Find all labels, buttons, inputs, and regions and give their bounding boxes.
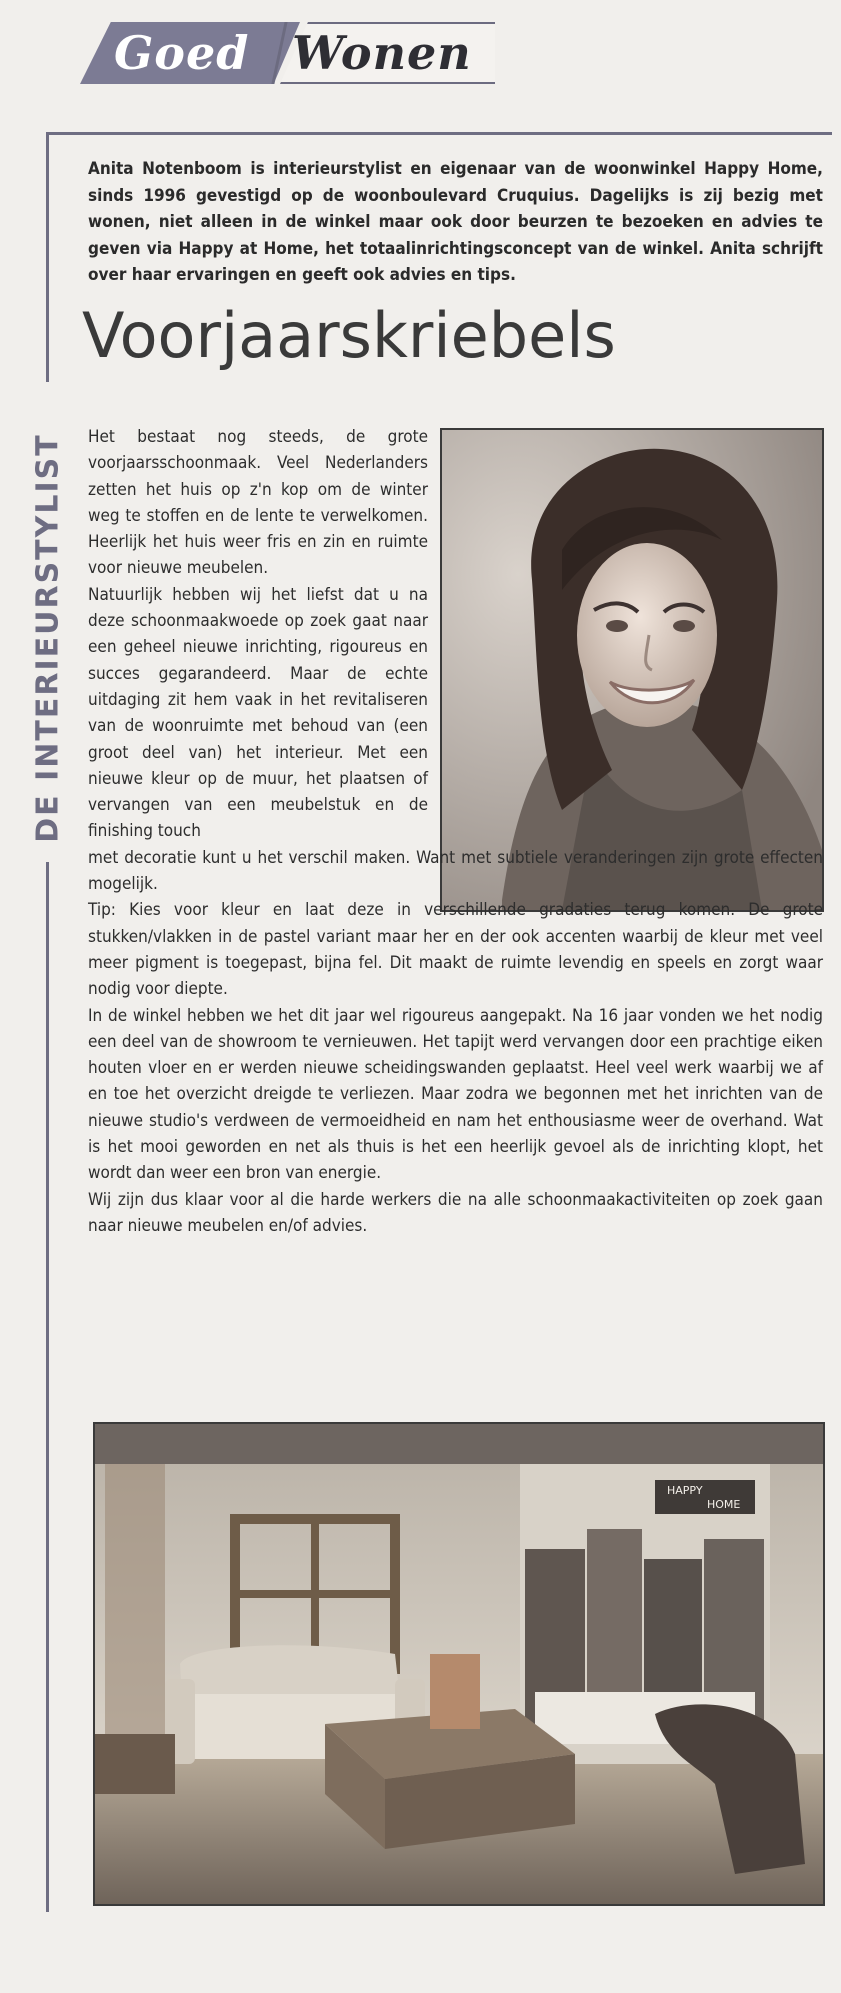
frame-top-rule (46, 132, 832, 135)
column-label (30, 433, 66, 843)
showroom-photo (93, 1422, 825, 1906)
body-paragraph-5: In de winkel hebben we het dit jaar wel rigoureus aangepakt. Na 16 jaar vonden we het nodig een deel van de showroom te vernieuwen. Het tapijt werd vervangen door een prachtige eiken houten vloer en er werden nieuwe scheidingswanden geplaatst. Heel veel werk waarbij we af en toe het overzicht dreigde te verliezen. Maar zodra we begonnen met het inrichten van de nieuwe studio's verdween de vermoeidheid en nam het enthousiasme weer de overhand. Wat is het mooi geworden en net als thuis is het een heerlijk gevoel als de inrichting klopt, het wordt dan weer een bron van energie. (88, 1005, 823, 1184)
frame-left-rule-top (46, 132, 49, 382)
body-paragraph-2: Natuurlijk hebben wij het liefst dat u na deze schoonmaakwoede op zoek gaat naar een geheel nieuwe inrichting, rigoureus en succes gegarandeerd. Maar de echte uitdaging zit hem vaak in het revitaliseren van de woonruimte met behoud van (een groot deel van) het interieur. Met een nieuwe kleur op de muur, het plaatsen of vervangen van een meubelstuk en de finishing touch (88, 584, 428, 842)
body-paragraph-4: Tip: Kies voor kleur en laat deze in verschillende gradaties terug komen. De grote stukken/vlakken in de pastel variant maar her en der ook accenten waarbij de kleur met veel meer pigment is toegepast, bijna fel. Dit maakt de ruimte levendig en speels en zorgt waar nodig voor diepte. (88, 900, 823, 1000)
sign-text-1: HAPPY (667, 1484, 703, 1497)
body-paragraph-3: met decoratie kunt u het verschil maken. Want met subtiele veranderingen zijn grote effecten mogelijk. (88, 847, 823, 895)
column-label-text: DE INTERIEURSTYLIST (30, 433, 66, 843)
article-headline: Voorjaarskriebels (82, 299, 616, 372)
masthead-word-wonen: Wonen (292, 26, 472, 80)
article-body (88, 424, 823, 1239)
body-paragraph-6: Wij zijn dus klaar voor al die harde werkers die na alle schoonmaakactiviteiten op zoek gaan naar nieuwe meubelen en/of advies. (88, 1189, 823, 1236)
frame-left-rule-bottom (46, 862, 49, 1912)
intro-paragraph: Anita Notenboom is interieurstylist en eigenaar van de woonwinkel Happy Home, sinds 1996 gevestigd op de woonboulevard Cruquius. Dagelijks is zij bezig met wonen, niet alleen in de winkel maar ook door beurzen te bezoeken en advies te geven via Happy at Home, het totaalinrichtingsconcept van de winkel. Anita schrijft over haar ervaringen en geeft ook advies en tips. (88, 159, 823, 285)
showroom-illustration (95, 1424, 823, 1904)
sign-text-2: HOME (707, 1498, 741, 1511)
masthead (80, 22, 500, 84)
body-paragraph-1: Het bestaat nog steeds, de grote voorjaarsschoonmaak. Veel Nederlanders zetten het huis op z'n kop om de winter weg te stoffen en de lente te verwelkomen. Heerlijk het huis weer fris en zin en ruimte voor nieuwe meubelen. (88, 427, 428, 579)
masthead-word-goed: Goed (114, 26, 250, 80)
